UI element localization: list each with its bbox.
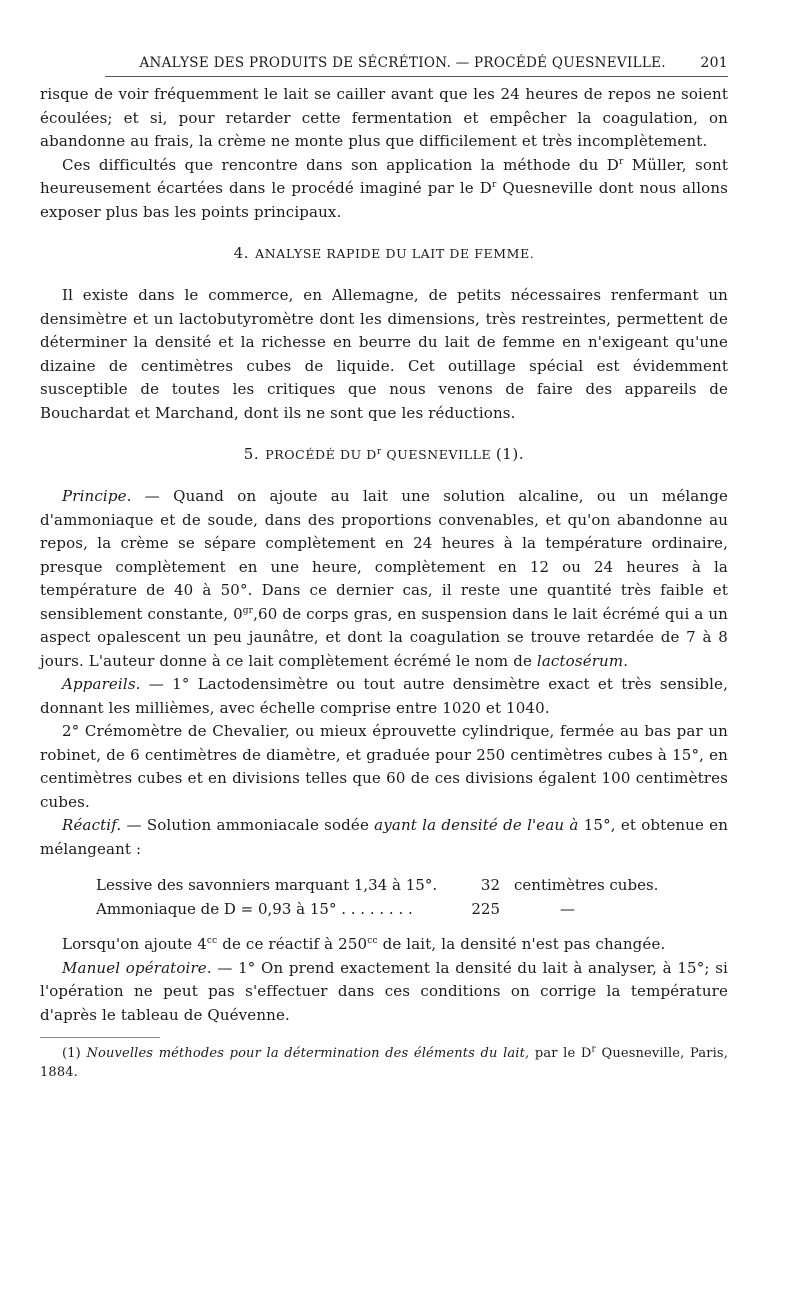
section-number: 5. [243, 445, 260, 463]
text-fragment: Quesneville dont nous allons exposer plus bas les points principaux. [40, 179, 728, 221]
paragraph-label: Principe. [62, 487, 132, 505]
mixture-unit: centimètres cubes. [514, 876, 659, 894]
paragraph-lorsque [40, 933, 728, 957]
emphasized-term: lactosérum [536, 651, 624, 670]
text-fragment: Quesneville, Paris, 1884. [40, 1046, 728, 1080]
mixture-value: 32 [480, 876, 500, 894]
superscript: r [491, 180, 497, 190]
paragraph-continuation: risque de voir fréquemment le lait se cailler avant que les 24 heures de repos ne soient écoulées; et si, pour retarder cette fermentation et empêcher la coagulation, on abandonne au frais, la crème ne monte plus que difficilement et très incomplètement. [40, 85, 728, 150]
superscript: r [376, 446, 382, 457]
mixture-row [96, 897, 728, 921]
text-fragment: de ce réactif à 250 [217, 935, 368, 953]
paragraph-difficultes [40, 154, 728, 225]
paragraph-manuel [40, 957, 728, 1028]
paragraph-label: Réactif. [62, 816, 122, 834]
paragraph-commerce: Il existe dans le commerce, en Allemagne, de petits nécessaires renfermant un densimètre et un lactobutyromètre dont les dimensions, très restreintes, permettent de déterminer la densité et la richesse en beurre du lait de femme en n'exigeant qu'une dizaine de centimètres cubes de liquide. Cet outillage spécial est évidemment susceptible de toutes les critiques que nous venons de faire des appareils de Bouchardat et Marchand, dont ils ne sont que les réductions. [40, 286, 728, 422]
paragraph-principe [40, 485, 728, 673]
mixture-row [96, 873, 728, 897]
text-fragment: ,60 de corps gras, en suspension dans le lait écrémé qui a un aspect opalescent un peu jaunâtre, et dont la coagulation se trouve retardée de 7 à 8 jours. L'auteur donne à ce lait complètement écrémé le nom de [40, 604, 728, 670]
section-heading-4 [40, 244, 728, 262]
section-heading-5 [40, 445, 728, 463]
footnote [40, 1044, 728, 1082]
superscript: cc [367, 936, 378, 946]
superscript: r [591, 1044, 596, 1055]
mixture-label: Ammoniaque de D = 0,93 à 15° . . . . . . . . [96, 900, 413, 918]
superscript: gr [242, 605, 254, 616]
text-fragment: — Quand on ajoute au lait une solution alcaline, ou un mélange d'ammoniaque et de soude, dans des proportions convenables, et qu'on abandonne au repos, la crème se sépare complètement en 24 heures à la température ordinaire, presque complètement en une heure, complètement en 12 ou 24 heures à la température de 40 à 50°. Dans ce dernier cas, il reste une quantité très faible et sensiblement constante, 0 [40, 487, 728, 623]
emphasized-term: ayant la densité de l'eau à [374, 816, 579, 834]
section-title-text: ANALYSE RAPIDE DU LAIT DE FEMME. [255, 246, 535, 261]
text-fragment: Ces difficultés que rencontre dans son application la méthode du D [62, 155, 619, 174]
page-number: 201 [700, 55, 728, 71]
mixture-table [96, 873, 728, 921]
paragraph-appareils [40, 673, 728, 720]
document-page [40, 55, 728, 1082]
text-fragment: — 1° On prend exactement la densité du lait à analyser, à 15°; si l'opération ne peut pas s'effectuer dans ces conditions on corrige la température d'après le tableau de Quévenne. [40, 958, 728, 1024]
mixture-label: Lessive des savonniers marquant 1,34 à 15°. [96, 876, 438, 894]
footnote-reference: (1). [495, 445, 525, 463]
paragraph-label: Appareils. [62, 675, 141, 693]
text-fragment: par le D [529, 1046, 592, 1061]
footnote-title: Nouvelles méthodes pour la détermination des éléments du lait, [86, 1046, 530, 1061]
text-fragment: de lait, la densité n'est pas changée. [377, 935, 666, 953]
text-fragment: 15°, et obtenue en mélangeant : [40, 816, 729, 858]
section-title-text: QUESNEVILLE [381, 447, 492, 462]
running-head-title: ANALYSE DES PRODUITS DE SÉCRÉTION. — PROCÉDÉ QUESNEVILLE. [139, 55, 666, 71]
text-fragment: — 1° Lactodensimètre ou tout autre densimètre exact et très sensible, donnant les millièmes, avec échelle comprise entre 1020 et 1040. [40, 675, 728, 717]
mixture-unit: — [560, 900, 575, 918]
text-fragment: — Solution ammoniacale sodée [121, 816, 375, 834]
footnote-marker: (1) [62, 1046, 81, 1061]
text-fragment: Müller, sont heureusement écartées dans le procédé imaginé par le D [40, 155, 728, 197]
text-fragment: Lorsqu'on ajoute 4 [62, 935, 207, 953]
paragraph-label: Manuel opératoire. [62, 958, 212, 977]
text-fragment: . [623, 651, 629, 670]
section-number: 4. [233, 244, 250, 262]
mixture-value: 225 [471, 900, 500, 918]
superscript: cc [206, 936, 218, 946]
paragraph-cremometre: 2° Crémomètre de Chevalier, ou mieux éprouvette cylindrique, fermée au bas par un robinet, de 6 centimètres de diamètre, et graduée pour 250 centimètres cubes à 15°, en centimètres cubes et en divisions telles que 60 de ces divisions égalent 100 centimètres cubes. [40, 722, 728, 811]
running-head [105, 55, 728, 77]
section-title-text: PROCÉDÉ DU D [265, 447, 377, 462]
paragraph-reactif [40, 814, 728, 861]
superscript: r [618, 156, 624, 167]
footnote-divider [40, 1037, 160, 1038]
